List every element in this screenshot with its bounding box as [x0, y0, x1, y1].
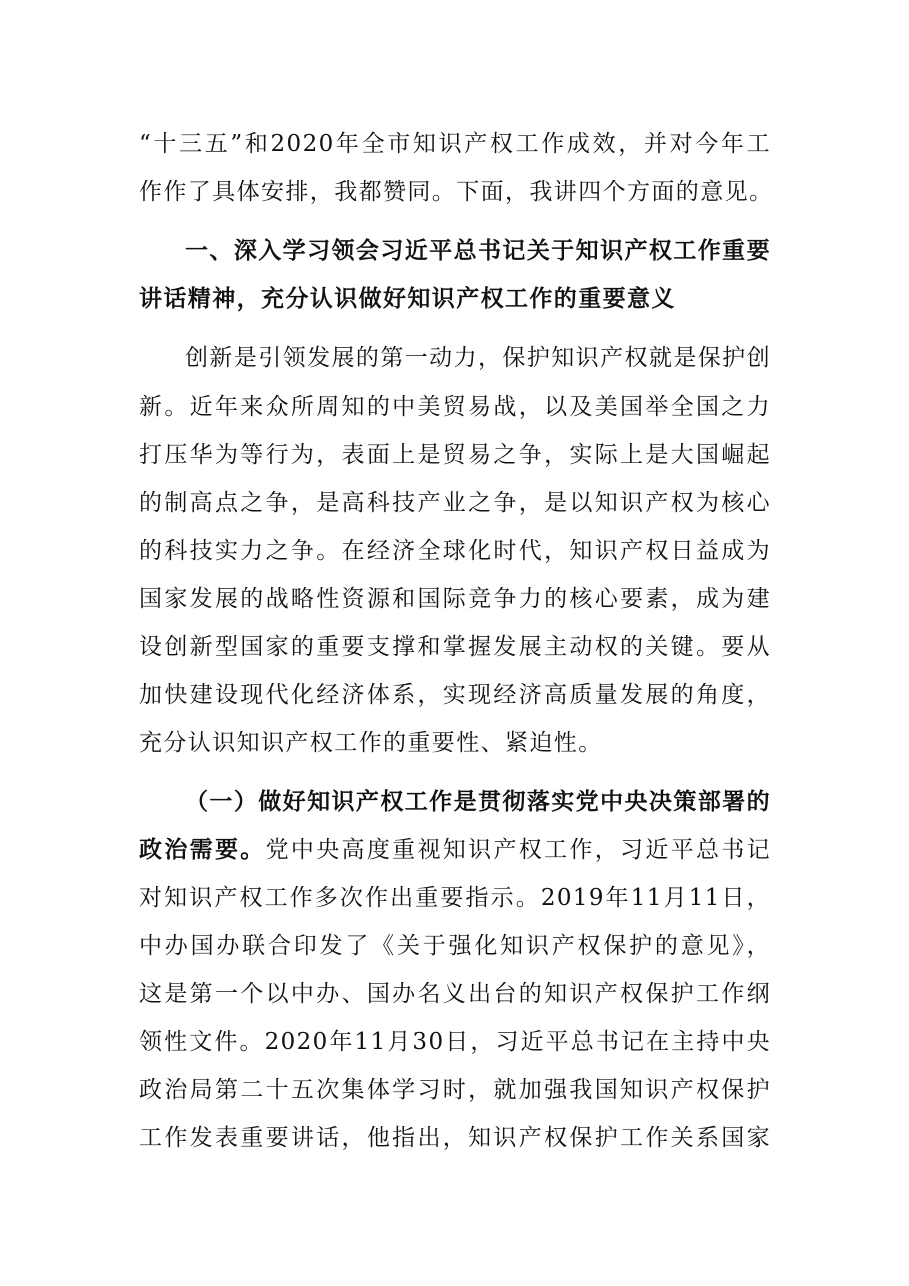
paragraph-line: 充分认识知识产权工作的重要性、紧迫性。 — [139, 730, 603, 756]
subsection-heading-tail: 政治需要。 — [139, 836, 266, 863]
paragraph-line: 政治局第二十五次集体学习时，就加强我国知识产权保护 — [139, 1077, 771, 1103]
paragraph-text: 党中央高度重视知识产权工作，习近平总书记 — [265, 837, 772, 863]
paragraph-line: 作作了具体安排，我都赞同。下面，我讲四个方面的意见。 — [139, 179, 774, 205]
paragraph-line: 这是第一个以中办、国办名义出台的知识产权保护工作纲 — [139, 981, 771, 1007]
subsection-heading-line: （一）做好知识产权工作是贯彻落实党中央决策部署的 — [185, 788, 771, 815]
paragraph-line: 的科技实力之争。在经济全球化时代，知识产权日益成为 — [139, 538, 771, 564]
paragraph-line: 的制高点之争，是高科技产业之争，是以知识产权为核心 — [139, 490, 771, 516]
section-heading-line: 一、深入学习领会习近平总书记关于知识产权工作重要 — [185, 237, 771, 264]
paragraph-line: 设创新型国家的重要支撑和掌握发展主动权的关键。要从 — [139, 634, 771, 660]
paragraph-line: 对知识产权工作多次作出重要指示。2019年11月11日， — [139, 885, 771, 911]
mixed-line — [139, 835, 771, 865]
paragraph-line: 领性文件。2020年11月30日，习近平总书记在主持中央 — [139, 1029, 771, 1055]
section-heading-line: 讲话精神，充分认识做好知识产权工作的重要意义 — [139, 285, 676, 312]
paragraph-line: 新。近年来众所周知的中美贸易战，以及美国举全国之力 — [139, 394, 771, 420]
paragraph-line: 加快建设现代化经济体系，实现经济高质量发展的角度， — [139, 682, 771, 708]
paragraph-line: “十三五”和2020年全市知识产权工作成效，并对今年工 — [139, 131, 771, 157]
paragraph-line: 工作发表重要讲话，他指出，知识产权保护工作关系国家 — [139, 1125, 771, 1151]
paragraph-line: 打压华为等行为，表面上是贸易之争，实际上是大国崛起 — [139, 442, 771, 468]
paragraph-line: 创新是引领发展的第一动力，保护知识产权就是保护创 — [185, 345, 771, 371]
paragraph-line: 中办国办联合印发了《关于强化知识产权保护的意见》， — [139, 933, 771, 959]
paragraph-line: 国家发展的战略性资源和国际竞争力的核心要素，成为建 — [139, 586, 771, 612]
